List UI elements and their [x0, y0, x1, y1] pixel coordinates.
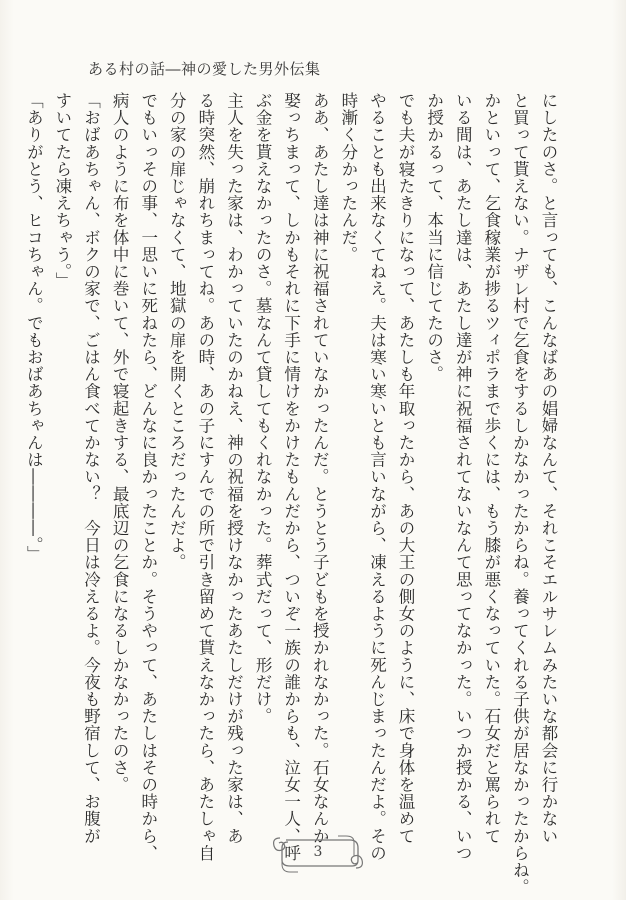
body-text	[19, 92, 562, 896]
text-line: ぶ金を貰えなかったのさ。墓なんて貸してもくれなかった。葬式だって、形だけ。	[253, 92, 273, 725]
running-header: ある村の話―神の愛した男外伝集	[88, 60, 321, 78]
text-line: る時突然、崩れちまってね。あの時、あの子にすんでの所で引き留めて貰えなかったら、あたしゃ自	[195, 92, 215, 862]
text-line: かといって、乞食稼業が捗るツィポラまで歩くには、もう膝が悪くなっていた。石女だと罵られて	[481, 92, 501, 845]
text-line: すいてたら凍えちゃう。」	[52, 92, 72, 289]
text-line: 病人のように布を体中に巻いて、外で寝起きする、最底辺の乞食になるしかなかったのさ。	[110, 92, 130, 794]
text-line: やることも出来なくてねえ。夫は寒い寒いとも言いながら、凍えるように死んじまったんだよ。その	[367, 92, 387, 862]
page-number-scroll	[268, 830, 368, 880]
page-number: 3	[313, 844, 323, 860]
text-line: でもいっその事、一思いに死ねたら、どんなに良かったことか。そうやって、あたしはその時から、	[138, 92, 158, 862]
text-line: 分の家の扉じゃなくて、地獄の扉を開くところだったんだよ。	[167, 92, 187, 571]
text-line: ああ、あたし達は神に祝福されていなかったんだ。とうとう子どもを授かれなかった。石女なんか	[310, 92, 330, 845]
text-line: 「おばあちゃん、ボクの家で、ごはん食べてかない？ 今日は冷えるよ。今夜も野宿して、お腹が	[81, 92, 101, 845]
text-line: か授かるって、本当に信じてたのさ。	[424, 92, 444, 383]
text-line: いる間は、あたし達は、あたし達が神に祝福されてないなんて思ってなかった。いつか授かる、いつ	[453, 92, 473, 862]
text-line: にしたのさ。と言っても、こんなばあの娼婦なんて、それこそエルサレムみたいな都会に行かない	[539, 92, 558, 845]
text-line: と買って貰えない。ナザレ村で乞食をするしかなかったからね。養ってくれる子供が居なかったからね。	[510, 92, 530, 896]
text-line: 主人を失った家は、わかっていたのかねえ、神の祝福を授けなかったあたしだけが残った家は、あ	[224, 92, 244, 845]
text-line: 時漸く分かったんだ。	[338, 92, 358, 263]
text-line: 娶っちまって、しかもそれに下手に情けをかけたもんだから、ついぞ一族の誰からも、泣女一人、呼	[281, 92, 301, 862]
text-line: 「ありがとう、ヒコちゃん。でもおばあちゃんは――――。」	[24, 92, 44, 563]
text-line: でも夫が寝たきりになって、あたしも年取ったから、あの大王の側女のように、床で身体を温めて	[396, 92, 416, 845]
